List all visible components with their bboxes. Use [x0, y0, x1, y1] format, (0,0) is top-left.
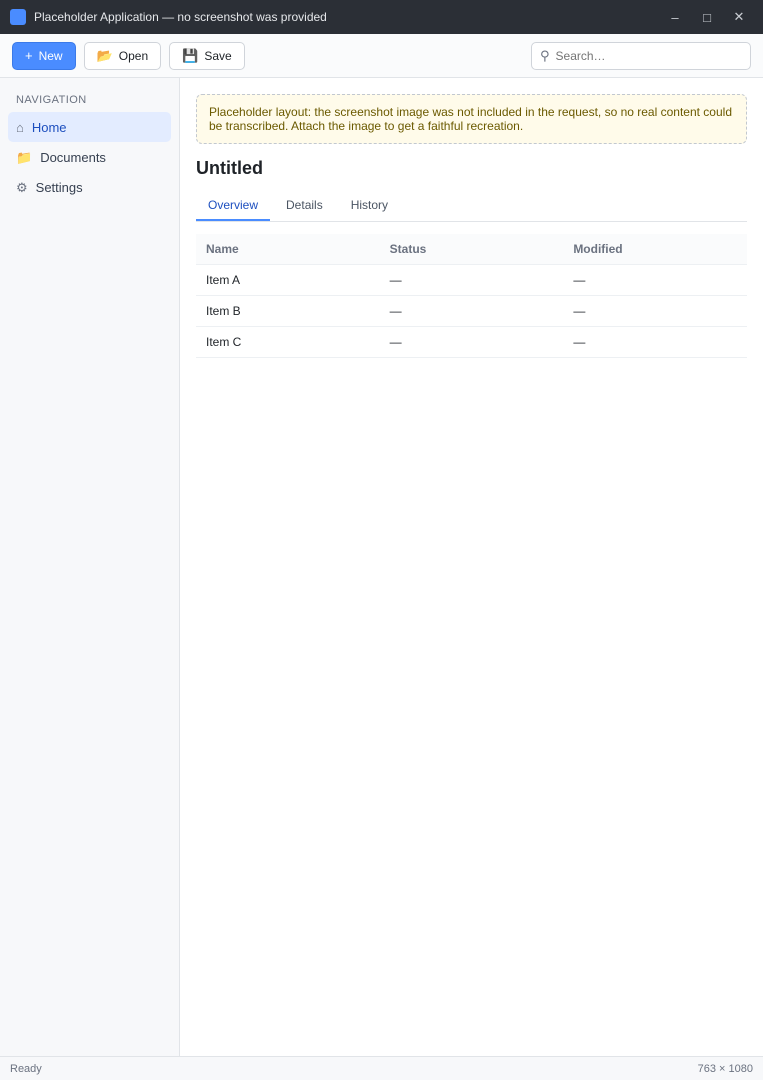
missing-image-notice: Placeholder layout: the screenshot image was not included in the request, so no real content could be transcribed. Attach the image to get a faithful recreation. — [196, 94, 747, 144]
table-cell: — — [380, 265, 564, 296]
open-button-label: Open — [118, 48, 149, 63]
sidebar-item-label: Documents — [40, 149, 106, 165]
status-bar — [0, 1056, 763, 1080]
sidebar-item-documents[interactable] — [8, 142, 171, 172]
app-body — [0, 78, 763, 1056]
title-bar — [0, 0, 763, 34]
close-button[interactable]: ✕ — [733, 9, 745, 24]
page-title: Untitled — [196, 158, 263, 178]
table-cell: Item B — [196, 296, 380, 327]
save-button-label: Save — [204, 48, 232, 63]
table-cell: — — [380, 296, 564, 327]
tab-overview[interactable]: Overview — [196, 191, 270, 221]
window-title: Placeholder Application — no screenshot was provided — [34, 10, 327, 24]
table-header-row — [196, 234, 747, 265]
folder-icon: 📁 — [16, 149, 33, 165]
tab-details[interactable]: Details — [286, 198, 323, 212]
toolbar — [0, 34, 763, 78]
table-row[interactable] — [196, 296, 747, 327]
table-cell: — — [563, 327, 747, 358]
tab-history[interactable]: History — [350, 198, 389, 212]
search-input[interactable] — [556, 49, 742, 63]
main-content — [180, 78, 763, 1056]
table-row[interactable] — [196, 265, 747, 296]
sidebar — [0, 78, 180, 1056]
column-header-name[interactable]: Name — [196, 234, 380, 265]
sidebar-heading: NAVIGATION — [16, 94, 87, 106]
table-cell: — — [380, 327, 564, 358]
table-cell: — — [563, 265, 747, 296]
new-button-label: New — [38, 48, 63, 63]
folder-open-icon: 📂 — [96, 48, 113, 63]
table-cell: Item A — [196, 265, 380, 296]
home-icon: ⌂ — [16, 119, 24, 135]
search-box — [531, 42, 751, 70]
plus-icon: + — [25, 48, 33, 63]
app-icon — [10, 9, 26, 25]
open-button[interactable] — [84, 42, 162, 70]
search-icon: ⚲ — [540, 48, 550, 63]
new-button[interactable] — [12, 42, 76, 70]
data-table — [196, 234, 747, 358]
gear-icon: ⚙ — [16, 179, 28, 195]
sidebar-item-settings[interactable] — [8, 172, 171, 202]
minimize-button[interactable]: – — [671, 9, 679, 25]
table-cell: — — [563, 296, 747, 327]
status-dimensions: 763 × 1080 — [697, 1062, 753, 1075]
status-text: Ready — [10, 1062, 42, 1075]
sidebar-item-home[interactable] — [8, 112, 171, 142]
table-row[interactable] — [196, 327, 747, 358]
column-header-status[interactable]: Status — [380, 234, 564, 265]
sidebar-item-label: Home — [31, 119, 67, 135]
column-header-modified[interactable]: Modified — [563, 234, 747, 265]
maximize-button[interactable]: □ — [703, 9, 711, 25]
table-cell: Item C — [196, 327, 380, 358]
save-button[interactable] — [169, 42, 245, 70]
tab-bar — [196, 191, 747, 222]
sidebar-item-label: Settings — [35, 179, 83, 195]
save-icon: 💾 — [182, 48, 199, 63]
